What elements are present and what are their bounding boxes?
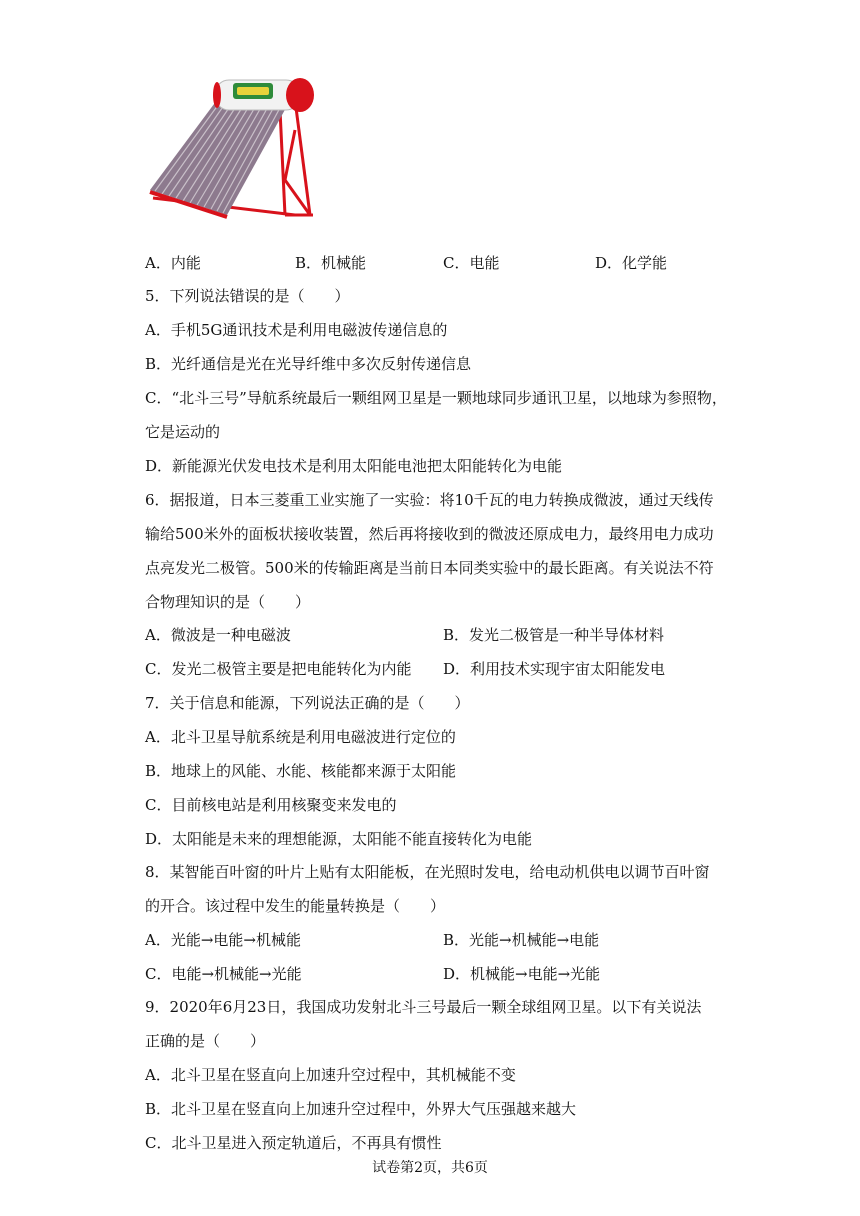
q5-option-a: A．手机5G通讯技术是利用电磁波传递信息的 bbox=[145, 321, 448, 339]
q9-option-b: B．北斗卫星在竖直向上加速升空过程中，外界大气压强越来越大 bbox=[145, 1100, 577, 1118]
q7-option-b: B．地球上的风能、水能、核能都来源于太阳能 bbox=[145, 762, 457, 780]
q6-stem-line4: 合物理知识的是（ ） bbox=[145, 593, 311, 611]
q8-option-c: C．电能→机械能→光能 bbox=[145, 965, 302, 983]
q5-option-c-line1: C．“北斗三号”导航系统最后一颗组网卫星是一颗地球同步通讯卫星，以地球为参照物， bbox=[145, 389, 727, 407]
q7-option-a: A．北斗卫星导航系统是利用电磁波进行定位的 bbox=[145, 728, 456, 746]
q5-stem: 5．下列说法错误的是（ ） bbox=[145, 287, 350, 305]
q9-stem-line2: 正确的是（ ） bbox=[145, 1032, 266, 1050]
solar-water-heater-image bbox=[145, 70, 325, 220]
q8-option-b: B．光能→机械能→电能 bbox=[443, 931, 600, 949]
q5-option-d: D．新能源光伏发电技术是利用太阳能电池把太阳能转化为电能 bbox=[145, 457, 563, 475]
page-footer: 试卷第2页，共6页 bbox=[372, 1160, 488, 1176]
q5-option-b: B．光纤通信是光在光导纤维中多次反射传递信息 bbox=[145, 355, 472, 373]
q7-option-c: C．目前核电站是利用核聚变来发电的 bbox=[145, 796, 397, 814]
q8-option-a: A．光能→电能→机械能 bbox=[145, 931, 301, 949]
q9-option-a: A．北斗卫星在竖直向上加速升空过程中，其机械能不变 bbox=[145, 1066, 516, 1084]
vacuum-tubes bbox=[150, 100, 287, 217]
q6-option-b: B．发光二极管是一种半导体材料 bbox=[443, 626, 665, 644]
q5-option-c-line2: 它是运动的 bbox=[145, 423, 221, 441]
q7-stem: 7．关于信息和能源，下列说法正确的是（ ） bbox=[145, 694, 470, 712]
q9-stem-line1: 9．2020年6月23日，我国成功发射北斗三号最后一颗全球组网卫星。以下有关说法 bbox=[145, 998, 702, 1016]
q6-option-d: D．利用技术实现宇宙太阳能发电 bbox=[443, 660, 666, 678]
q6-option-c: C．发光二极管主要是把电能转化为内能 bbox=[145, 660, 412, 678]
q4-option-d: D．化学能 bbox=[595, 254, 668, 272]
q8-option-d: D．机械能→电能→光能 bbox=[443, 965, 601, 983]
q6-stem-line2: 输给500米外的面板状接收装置，然后再将接收到的微波还原成电力，最终用电力成功 bbox=[145, 525, 714, 543]
q4-option-c: C．电能 bbox=[443, 254, 500, 272]
q6-stem-line1: 6．据报道，日本三菱重工业实施了一实验：将10千瓦的电力转换成微波，通过天线传 bbox=[145, 491, 714, 509]
q8-stem-line2: 的开合。该过程中发生的能量转换是（ ） bbox=[145, 897, 446, 915]
q6-option-a: A．微波是一种电磁波 bbox=[145, 626, 291, 644]
q8-stem-line1: 8．某智能百叶窗的叶片上贴有太阳能板，在光照时发电，给电动机供电以调节百叶窗 bbox=[145, 863, 710, 881]
q7-option-d: D．太阳能是未来的理想能源，太阳能不能直接转化为电能 bbox=[145, 830, 533, 848]
q4-option-b: B．机械能 bbox=[295, 254, 367, 272]
q9-option-c: C．北斗卫星进入预定轨道后，不再具有惯性 bbox=[145, 1134, 442, 1152]
q4-option-a: A．内能 bbox=[145, 254, 201, 272]
water-tank bbox=[213, 78, 314, 112]
q6-stem-line3: 点亮发光二极管。500米的传输距离是当前日本同类实验中的最长距离。有关说法不符 bbox=[145, 559, 714, 577]
